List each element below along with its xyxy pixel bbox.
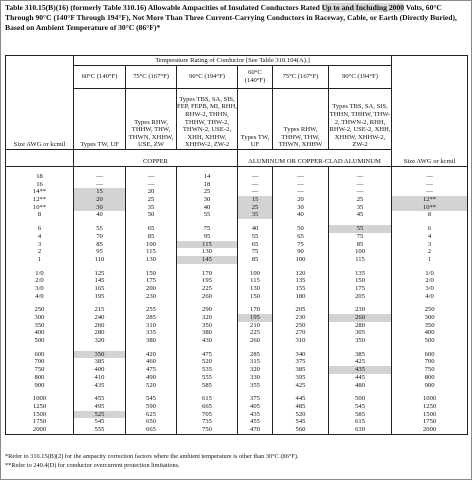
cell-a60: 330 bbox=[238, 374, 273, 382]
cell-rsize: 250 bbox=[392, 306, 468, 314]
cell-a90: 385 bbox=[329, 351, 392, 359]
cell-a75: 135 bbox=[273, 277, 329, 285]
cell-a60: 40 bbox=[238, 225, 273, 233]
table-row bbox=[6, 188, 468, 196]
table-row bbox=[6, 418, 468, 426]
cell-a75: 445 bbox=[273, 395, 329, 403]
cell-c90: 350 bbox=[177, 322, 238, 330]
cell-rsize: 10** bbox=[392, 204, 468, 212]
cell-c90: 615 bbox=[177, 395, 238, 403]
cell-a75: 40 bbox=[273, 211, 329, 219]
types-al-90: Types TBS, SA, SIS, THHN, THHW, THW-2, THWN-2, RHH, RHW-2, USE-2, XHH, XHHW, XHHW-2, ZW-2 bbox=[329, 89, 392, 150]
cell-c60: 495 bbox=[74, 403, 126, 411]
cell-a60: 320 bbox=[238, 366, 273, 374]
cell-c75: — bbox=[126, 181, 177, 189]
cell-rsize: 1500 bbox=[392, 411, 468, 419]
cell-a90: 25 bbox=[329, 196, 392, 204]
cell-c75: 625 bbox=[126, 411, 177, 419]
cell-a75: 520 bbox=[273, 411, 329, 419]
cell-a60: 210 bbox=[238, 322, 273, 330]
cell-size: 400 bbox=[6, 329, 74, 337]
table-row bbox=[6, 204, 468, 212]
cell-rsize: 2000 bbox=[392, 426, 468, 434]
table-row bbox=[6, 314, 468, 322]
cell-c90: 40 bbox=[177, 204, 238, 212]
cell-c75: 665 bbox=[126, 426, 177, 434]
cell-c60: 280 bbox=[74, 329, 126, 337]
types-cu-75: Types RHW, THHW, THW, THWN, XHHW, USE, ZW bbox=[126, 89, 177, 150]
cell-a60: 115 bbox=[238, 277, 273, 285]
cell-a90: 175 bbox=[329, 285, 392, 293]
cell-c90: 18 bbox=[177, 181, 238, 189]
size-header-left-spacer bbox=[6, 150, 74, 167]
table-title bbox=[5, 3, 467, 34]
table-row bbox=[6, 374, 468, 382]
temp-header-al-60: 60°C (140°F) bbox=[238, 66, 273, 89]
cell-c75: 255 bbox=[126, 306, 177, 314]
cell-a60: 405 bbox=[238, 403, 273, 411]
cell-c60: 525 bbox=[74, 411, 126, 419]
cell-a90: 585 bbox=[329, 411, 392, 419]
cell-a90: 350 bbox=[329, 337, 392, 345]
cell-c90: 130 bbox=[177, 248, 238, 256]
cell-size: 300 bbox=[6, 314, 74, 322]
cell-a60: — bbox=[238, 188, 273, 196]
cell-c90: 25 bbox=[177, 188, 238, 196]
table-row bbox=[6, 395, 468, 403]
table-row bbox=[6, 256, 468, 264]
table-row bbox=[6, 329, 468, 337]
cell-a90: 75 bbox=[329, 233, 392, 241]
cell-c60: 85 bbox=[74, 241, 126, 249]
cell-c75: 380 bbox=[126, 337, 177, 345]
cell-size: 4/0 bbox=[6, 293, 74, 301]
cell-rsize: 3 bbox=[392, 241, 468, 249]
cell-a75: 230 bbox=[273, 314, 329, 322]
cell-rsize: 900 bbox=[392, 382, 468, 390]
cell-a60: 25 bbox=[238, 204, 273, 212]
cell-a90: 445 bbox=[329, 374, 392, 382]
cell-a90: 115 bbox=[329, 256, 392, 264]
cell-c60: 55 bbox=[74, 225, 126, 233]
table-row bbox=[6, 366, 468, 374]
cell-c75: 420 bbox=[126, 351, 177, 359]
cell-a75: — bbox=[273, 173, 329, 181]
table-row bbox=[6, 233, 468, 241]
cell-rsize: 6 bbox=[392, 225, 468, 233]
cell-a75: 425 bbox=[273, 382, 329, 390]
cell-a90: 435 bbox=[329, 366, 392, 374]
table-row bbox=[6, 382, 468, 390]
cell-c75: 175 bbox=[126, 277, 177, 285]
cell-c60: 110 bbox=[74, 256, 126, 264]
cell-c90: 320 bbox=[177, 314, 238, 322]
cell-c60: 70 bbox=[74, 233, 126, 241]
cell-c75: 545 bbox=[126, 395, 177, 403]
cell-a75: 30 bbox=[273, 204, 329, 212]
cell-a75: 485 bbox=[273, 403, 329, 411]
footnote-ambient: *Refer to 310.15(B)(2) for the ampacity correction factors where the ambient temperature is other than 30°C (86°F). bbox=[5, 453, 299, 460]
cell-a60: 375 bbox=[238, 395, 273, 403]
cell-size: 18 bbox=[6, 173, 74, 181]
cell-size: 800 bbox=[6, 374, 74, 382]
cell-c90: 14 bbox=[177, 173, 238, 181]
cell-a75: 545 bbox=[273, 418, 329, 426]
cell-c75: 230 bbox=[126, 293, 177, 301]
cell-c90: 145 bbox=[177, 256, 238, 264]
cell-c75: 65 bbox=[126, 225, 177, 233]
cell-a90: 85 bbox=[329, 241, 392, 249]
cell-a90: 205 bbox=[329, 293, 392, 301]
footnote-overcurrent: **Refer to 240.4(D) for conductor overcurrent protection limitations. bbox=[5, 461, 180, 469]
cell-a60: 55 bbox=[238, 233, 273, 241]
cell-a75: 100 bbox=[273, 256, 329, 264]
cell-c90: 260 bbox=[177, 293, 238, 301]
cell-c90: 30 bbox=[177, 196, 238, 204]
cell-a75: 90 bbox=[273, 248, 329, 256]
table-row bbox=[6, 403, 468, 411]
cell-c75: 590 bbox=[126, 403, 177, 411]
table-row bbox=[6, 306, 468, 314]
cell-rsize: 1000 bbox=[392, 395, 468, 403]
cell-size: 1/0 bbox=[6, 270, 74, 278]
cell-size: 1000 bbox=[6, 395, 74, 403]
cell-a75: 375 bbox=[273, 358, 329, 366]
cell-c75: 285 bbox=[126, 314, 177, 322]
cell-rsize: 8 bbox=[392, 211, 468, 219]
cell-a90: 135 bbox=[329, 270, 392, 278]
cell-a90: 615 bbox=[329, 418, 392, 426]
cell-a60: — bbox=[238, 173, 273, 181]
cell-c90: 705 bbox=[177, 411, 238, 419]
cell-c60: 350 bbox=[74, 351, 126, 359]
cell-a90: — bbox=[329, 181, 392, 189]
cell-rsize: 600 bbox=[392, 351, 468, 359]
cell-c60: 435 bbox=[74, 382, 126, 390]
cell-c60: 240 bbox=[74, 314, 126, 322]
table-row bbox=[6, 277, 468, 285]
cell-a60: 170 bbox=[238, 306, 273, 314]
cell-a75: 385 bbox=[273, 366, 329, 374]
cell-c60: 15 bbox=[74, 188, 126, 196]
cell-a75: — bbox=[273, 188, 329, 196]
cell-rsize: 2 bbox=[392, 248, 468, 256]
temp-header-al-90: 90°C (194°F) bbox=[329, 66, 392, 89]
cell-c90: 430 bbox=[177, 337, 238, 345]
cell-a60: 65 bbox=[238, 241, 273, 249]
cell-a60: 435 bbox=[238, 411, 273, 419]
cell-c75: 25 bbox=[126, 196, 177, 204]
cell-a90: 150 bbox=[329, 277, 392, 285]
cell-c60: 320 bbox=[74, 337, 126, 345]
cell-a75: 310 bbox=[273, 337, 329, 345]
cell-rsize: 500 bbox=[392, 337, 468, 345]
title-rest: Volts, 60°C Through 90°C (140°F Through 194°F), Not More Than Three Current-Carrying Conductors in Raceway, Cable, or Earth (Directly Buried), Based on Ambient Temperature of 30°C (86°F)* bbox=[5, 3, 457, 33]
cell-a60: 260 bbox=[238, 337, 273, 345]
cell-rsize: 4 bbox=[392, 233, 468, 241]
types-al-75: Types RHW, THHW, THW, THWN, XHHW bbox=[273, 89, 329, 150]
cell-a90: 35 bbox=[329, 204, 392, 212]
cell-c60: 215 bbox=[74, 306, 126, 314]
cell-size: 4 bbox=[6, 233, 74, 241]
cell-c75: 150 bbox=[126, 270, 177, 278]
cell-c90: 290 bbox=[177, 306, 238, 314]
cell-size: 1250 bbox=[6, 403, 74, 411]
cell-rsize: 300 bbox=[392, 314, 468, 322]
table-row bbox=[6, 173, 468, 181]
copper-header: COPPER bbox=[74, 150, 238, 167]
cell-a75: 65 bbox=[273, 233, 329, 241]
cell-c90: 170 bbox=[177, 270, 238, 278]
cell-c75: 20 bbox=[126, 188, 177, 196]
cell-a75: 395 bbox=[273, 374, 329, 382]
cell-a75: 50 bbox=[273, 225, 329, 233]
table-row bbox=[6, 426, 468, 434]
cell-c75: 520 bbox=[126, 382, 177, 390]
cell-size: 2000 bbox=[6, 426, 74, 434]
cell-c75: 650 bbox=[126, 418, 177, 426]
cell-c90: 225 bbox=[177, 285, 238, 293]
cell-size: 2 bbox=[6, 248, 74, 256]
cell-a60: 285 bbox=[238, 351, 273, 359]
cell-size: 6 bbox=[6, 225, 74, 233]
cell-c60: 20 bbox=[74, 196, 126, 204]
size-header-left: Size AWG or kcmil bbox=[6, 56, 74, 150]
cell-c75: — bbox=[126, 173, 177, 181]
cell-a90: 100 bbox=[329, 248, 392, 256]
cell-c60: 545 bbox=[74, 418, 126, 426]
cell-a75: 75 bbox=[273, 241, 329, 249]
cell-c60: — bbox=[74, 181, 126, 189]
table-row bbox=[6, 225, 468, 233]
table-row bbox=[6, 322, 468, 330]
cell-rsize: 400 bbox=[392, 329, 468, 337]
cell-size: 250 bbox=[6, 306, 74, 314]
cell-rsize: 1 bbox=[392, 256, 468, 264]
cell-a60: 85 bbox=[238, 256, 273, 264]
table-row bbox=[6, 358, 468, 366]
cell-size: 1500 bbox=[6, 411, 74, 419]
table-row bbox=[6, 181, 468, 189]
cell-rsize: 3/0 bbox=[392, 285, 468, 293]
cell-a60: 100 bbox=[238, 270, 273, 278]
cell-a90: 545 bbox=[329, 403, 392, 411]
cell-a75: 270 bbox=[273, 329, 329, 337]
cell-c75: 490 bbox=[126, 374, 177, 382]
temp-header-cu-90: 90°C (194°F) bbox=[177, 66, 238, 89]
cell-c75: 460 bbox=[126, 358, 177, 366]
cell-c60: 260 bbox=[74, 322, 126, 330]
cell-rsize: 1250 bbox=[392, 403, 468, 411]
cell-a60: 130 bbox=[238, 285, 273, 293]
table-row bbox=[6, 411, 468, 419]
cell-size: 2/0 bbox=[6, 277, 74, 285]
cell-c75: 50 bbox=[126, 211, 177, 219]
cell-rsize: 2/0 bbox=[392, 277, 468, 285]
size-header-right: Size AWG or kcmil bbox=[392, 150, 468, 167]
cell-a60: 195 bbox=[238, 314, 273, 322]
table-notes bbox=[5, 453, 467, 470]
cell-c90: 585 bbox=[177, 382, 238, 390]
cell-c60: 385 bbox=[74, 358, 126, 366]
cell-c75: 35 bbox=[126, 204, 177, 212]
cell-a90: 500 bbox=[329, 395, 392, 403]
cell-c90: 555 bbox=[177, 374, 238, 382]
table-row bbox=[6, 248, 468, 256]
types-cu-60: Types TW, UF bbox=[74, 89, 126, 150]
cell-size: 3 bbox=[6, 241, 74, 249]
cell-c60: 195 bbox=[74, 293, 126, 301]
cell-c90: 380 bbox=[177, 329, 238, 337]
cell-c90: 475 bbox=[177, 351, 238, 359]
cell-c75: 130 bbox=[126, 256, 177, 264]
cell-a60: 355 bbox=[238, 382, 273, 390]
cell-c75: 310 bbox=[126, 322, 177, 330]
temp-header-al-75: 75°C (167°F) bbox=[273, 66, 329, 89]
cell-c60: 30 bbox=[74, 204, 126, 212]
cell-size: 700 bbox=[6, 358, 74, 366]
cell-c60: 455 bbox=[74, 395, 126, 403]
cell-c90: 115 bbox=[177, 241, 238, 249]
cell-size: 10** bbox=[6, 204, 74, 212]
table-row bbox=[6, 351, 468, 359]
cell-c75: 335 bbox=[126, 329, 177, 337]
cell-size: 900 bbox=[6, 382, 74, 390]
title-highlight: Up to and Including 2000 bbox=[321, 3, 405, 12]
cell-a75: 250 bbox=[273, 322, 329, 330]
cell-c90: 750 bbox=[177, 426, 238, 434]
cell-rsize: 1750 bbox=[392, 418, 468, 426]
cell-a60: 225 bbox=[238, 329, 273, 337]
cell-c75: 115 bbox=[126, 248, 177, 256]
cell-size: 8 bbox=[6, 211, 74, 219]
temp-header-cu-75: 75°C (167°F) bbox=[126, 66, 177, 89]
cell-c90: 75 bbox=[177, 225, 238, 233]
cell-rsize: — bbox=[392, 181, 468, 189]
cell-a90: 45 bbox=[329, 211, 392, 219]
table-row bbox=[6, 270, 468, 278]
cell-c90: 195 bbox=[177, 277, 238, 285]
cell-c75: 85 bbox=[126, 233, 177, 241]
cell-a75: 20 bbox=[273, 196, 329, 204]
cell-c75: 475 bbox=[126, 366, 177, 374]
cell-a75: 205 bbox=[273, 306, 329, 314]
cell-a90: — bbox=[329, 173, 392, 181]
cell-rsize: 4/0 bbox=[392, 293, 468, 301]
types-cu-90: Types TBS, SA, SIS, FEP, FEPB, MI, RHH, RHW-2, THHN, THHW, THW-2, THWN-2, USE-2, XHH, XHHW, XHHW-2, ZW-2 bbox=[177, 89, 238, 150]
cell-size: 750 bbox=[6, 366, 74, 374]
cell-c60: 40 bbox=[74, 211, 126, 219]
cell-c90: 665 bbox=[177, 403, 238, 411]
cell-c90: 735 bbox=[177, 418, 238, 426]
table-row bbox=[6, 211, 468, 219]
cell-a75: — bbox=[273, 181, 329, 189]
cell-size: 500 bbox=[6, 337, 74, 345]
cell-c60: — bbox=[74, 173, 126, 181]
cell-size: 12** bbox=[6, 196, 74, 204]
table-row bbox=[6, 293, 468, 301]
cell-a60: 470 bbox=[238, 426, 273, 434]
cell-a90: 630 bbox=[329, 426, 392, 434]
cell-rsize: — bbox=[392, 173, 468, 181]
cell-c90: 55 bbox=[177, 211, 238, 219]
cell-c60: 410 bbox=[74, 374, 126, 382]
cell-size: 14** bbox=[6, 188, 74, 196]
cell-a90: 480 bbox=[329, 382, 392, 390]
cell-a90: 260 bbox=[329, 314, 392, 322]
cell-size: 350 bbox=[6, 322, 74, 330]
cell-c60: 555 bbox=[74, 426, 126, 434]
cell-c90: 520 bbox=[177, 358, 238, 366]
cell-a90: — bbox=[329, 188, 392, 196]
cell-c60: 145 bbox=[74, 277, 126, 285]
cell-a75: 120 bbox=[273, 270, 329, 278]
cell-rsize: 700 bbox=[392, 358, 468, 366]
cell-a60: — bbox=[238, 181, 273, 189]
cell-a90: 55 bbox=[329, 225, 392, 233]
cell-rsize: — bbox=[392, 188, 468, 196]
table-body bbox=[6, 167, 468, 435]
cell-a75: 180 bbox=[273, 293, 329, 301]
cell-rsize: 750 bbox=[392, 366, 468, 374]
cell-a90: 425 bbox=[329, 358, 392, 366]
cell-c90: 535 bbox=[177, 366, 238, 374]
size-header-right-blank bbox=[392, 56, 468, 150]
cell-size: 600 bbox=[6, 351, 74, 359]
cell-a90: 305 bbox=[329, 329, 392, 337]
temp-header-cu-60: 60°C (140°F) bbox=[74, 66, 126, 89]
cell-c60: 165 bbox=[74, 285, 126, 293]
cell-c75: 100 bbox=[126, 241, 177, 249]
temperature-rating-header: Temperature Rating of Conductor [See Table 310.104(A).] bbox=[74, 56, 392, 66]
cell-c60: 95 bbox=[74, 248, 126, 256]
cell-c75: 200 bbox=[126, 285, 177, 293]
cell-rsize: 350 bbox=[392, 322, 468, 330]
table-row bbox=[6, 337, 468, 345]
aluminum-header: ALUMINUM OR COPPER-CLAD ALUMINUM bbox=[238, 150, 392, 167]
cell-a60: 315 bbox=[238, 358, 273, 366]
title-lead: Table 310.15(B)(16) (formerly Table 310.16) Allowable Ampacities of Insulated Conductors Rated bbox=[5, 3, 322, 12]
cell-a60: 15 bbox=[238, 196, 273, 204]
cell-c60: 125 bbox=[74, 270, 126, 278]
cell-a60: 35 bbox=[238, 211, 273, 219]
ampacity-table bbox=[5, 55, 468, 435]
cell-c60: 400 bbox=[74, 366, 126, 374]
cell-a60: 150 bbox=[238, 293, 273, 301]
cell-a90: 230 bbox=[329, 306, 392, 314]
cell-size: 16 bbox=[6, 181, 74, 189]
cell-rsize: 800 bbox=[392, 374, 468, 382]
cell-rsize: 12** bbox=[392, 196, 468, 204]
cell-size: 1 bbox=[6, 256, 74, 264]
cell-size: 3/0 bbox=[6, 285, 74, 293]
cell-a75: 560 bbox=[273, 426, 329, 434]
cell-c90: 95 bbox=[177, 233, 238, 241]
cell-a75: 340 bbox=[273, 351, 329, 359]
cell-rsize: 1/0 bbox=[392, 270, 468, 278]
types-al-60: Types TW, UF bbox=[238, 89, 273, 150]
cell-a60: 75 bbox=[238, 248, 273, 256]
cell-a90: 280 bbox=[329, 322, 392, 330]
cell-a75: 155 bbox=[273, 285, 329, 293]
cell-size: 1750 bbox=[6, 418, 74, 426]
table-row bbox=[6, 241, 468, 249]
table-row bbox=[6, 196, 468, 204]
table-row bbox=[6, 285, 468, 293]
cell-a60: 455 bbox=[238, 418, 273, 426]
